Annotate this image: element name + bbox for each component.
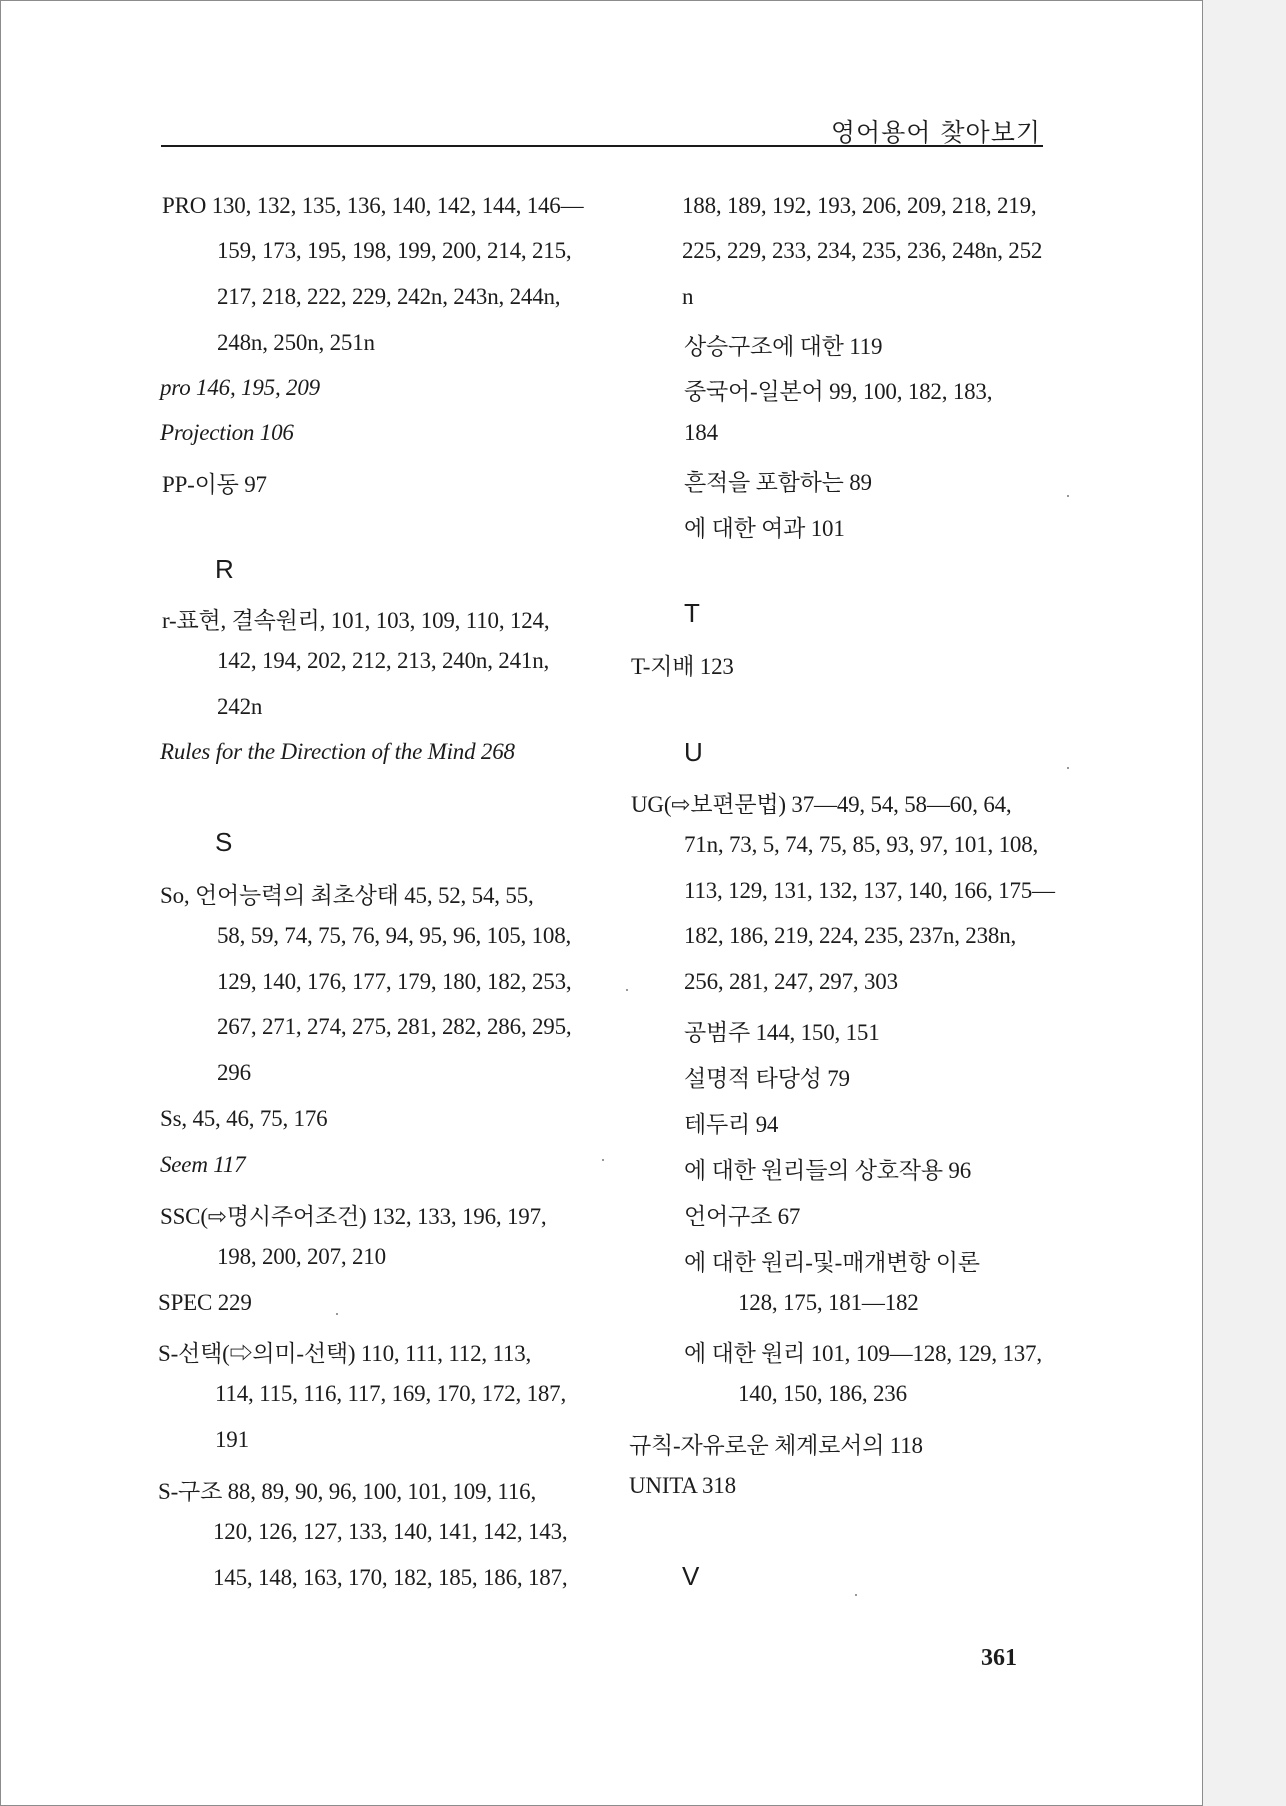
section-letter-u: U: [684, 737, 703, 767]
scan-speck: [855, 1594, 857, 1596]
entry-pro-cont: 248n, 250n, 251n: [217, 330, 375, 355]
page-number: 361: [981, 1645, 1017, 1671]
entry-t-dominance: T-지배 123: [631, 654, 734, 679]
scan-speck: [336, 1313, 338, 1315]
entry-unita: UNITA 318: [629, 1473, 736, 1498]
entry-cont: n: [682, 284, 694, 309]
entry-cont: 225, 229, 233, 234, 235, 236, 248n, 252: [682, 238, 1043, 263]
sub-entry-cont: 184: [684, 420, 718, 445]
entry-cont: 188, 189, 192, 193, 206, 209, 218, 219,: [682, 193, 1037, 218]
entry-s0: So, 언어능력의 최초상태 45, 52, 54, 55,: [160, 883, 534, 908]
sub-entry: 에 대한 원리들의 상호작용 96: [684, 1158, 971, 1183]
sub-entry-cont: 128, 175, 181—182: [738, 1290, 919, 1315]
section-letter-s: S: [215, 827, 233, 857]
entry-ug-cont: 182, 186, 219, 224, 235, 237n, 238n,: [684, 923, 1017, 948]
scan-speck: [1067, 767, 1069, 769]
entry-r-cont: 142, 194, 202, 212, 213, 240n, 241n,: [217, 648, 550, 673]
section-letter-v: V: [682, 1561, 700, 1591]
viewer-background: [1203, 0, 1286, 1806]
scan-speck: [626, 989, 628, 991]
sub-entry: 상승구조에 대한 119: [684, 334, 883, 359]
sub-entry: 테두리 94: [684, 1112, 779, 1137]
entry-ssc: SSC(⇨명시주어조건) 132, 133, 196, 197,: [160, 1204, 547, 1229]
entry-pro-cont: 217, 218, 222, 229, 242n, 243n, 244n,: [217, 284, 561, 309]
entry-pro: PRO 130, 132, 135, 136, 140, 142, 144, 146—: [162, 193, 584, 218]
entry-pp: PP-이동 97: [162, 472, 267, 497]
entry-s0-cont: 296: [217, 1060, 251, 1085]
entry-s-selection: S-선택(⇨의미-선택) 110, 111, 112, 113,: [158, 1341, 532, 1366]
entry-ss: Ss, 45, 46, 75, 176: [160, 1106, 328, 1131]
entry-s-structure: S-구조 88, 89, 90, 96, 100, 101, 109, 116,: [158, 1479, 537, 1504]
sub-entry-cont: 140, 150, 186, 236: [738, 1381, 907, 1406]
sub-entry: 규칙-자유로운 체계로서의 118: [629, 1433, 923, 1458]
entry-s-selection-cont: 114, 115, 116, 117, 169, 170, 172, 187,: [215, 1381, 567, 1406]
entry-pro-cont: 159, 173, 195, 198, 199, 200, 214, 215,: [217, 238, 572, 263]
entry-s-structure-cont: 145, 148, 163, 170, 182, 185, 186, 187,: [213, 1565, 568, 1590]
scan-speck: [1067, 495, 1069, 497]
sub-entry: 에 대한 여과 101: [684, 516, 845, 541]
sub-entry: 흔적을 포함하는 89: [684, 470, 872, 495]
sub-entry: 설명적 타당성 79: [684, 1066, 850, 1091]
entry-ug-cont: 71n, 73, 5, 74, 75, 85, 93, 97, 101, 108,: [684, 832, 1039, 857]
entry-rules: Rules for the Direction of the Mind 268: [160, 739, 515, 764]
section-letter-r: R: [215, 554, 234, 584]
entry-ssc-cont: 198, 200, 207, 210: [217, 1244, 386, 1269]
entry-seem: Seem 117: [160, 1152, 246, 1177]
entry-spec: SPEC 229: [158, 1290, 252, 1315]
entry-ug-cont: 256, 281, 247, 297, 303: [684, 969, 898, 994]
entry-s-selection-cont: 191: [215, 1427, 249, 1452]
entry-s0-cont: 58, 59, 74, 75, 76, 94, 95, 96, 105, 108,: [217, 923, 572, 948]
scan-speck: [602, 1159, 604, 1161]
entry-ug: UG(⇨보편문법) 37—49, 54, 58—60, 64,: [631, 792, 1012, 817]
running-header: [161, 111, 1043, 147]
header-title: 영어용어 찾아보기: [830, 118, 1041, 147]
entry-r: r-표현, 결속원리, 101, 103, 109, 110, 124,: [162, 608, 550, 633]
entry-ug-cont: 113, 129, 131, 132, 137, 140, 166, 175—: [684, 878, 1055, 903]
sub-entry: 에 대한 원리 101, 109—128, 129, 137,: [684, 1341, 1042, 1366]
sub-entry: 중국어-일본어 99, 100, 182, 183,: [684, 379, 993, 404]
entry-r-cont: 242n: [217, 694, 263, 719]
sub-entry: 언어구조 67: [684, 1204, 801, 1229]
entry-s0-cont: 129, 140, 176, 177, 179, 180, 182, 253,: [217, 969, 572, 994]
entry-projection: Projection 106: [160, 420, 294, 445]
entry-s-structure-cont: 120, 126, 127, 133, 140, 141, 142, 143,: [213, 1519, 568, 1544]
section-letter-t: T: [684, 598, 700, 628]
sub-entry: 에 대한 원리-및-매개변항 이론: [684, 1250, 980, 1275]
sub-entry: 공범주 144, 150, 151: [684, 1020, 880, 1045]
entry-s0-cont: 267, 271, 274, 275, 281, 282, 286, 295,: [217, 1014, 572, 1039]
entry-pro-small: pro 146, 195, 209: [160, 375, 320, 400]
